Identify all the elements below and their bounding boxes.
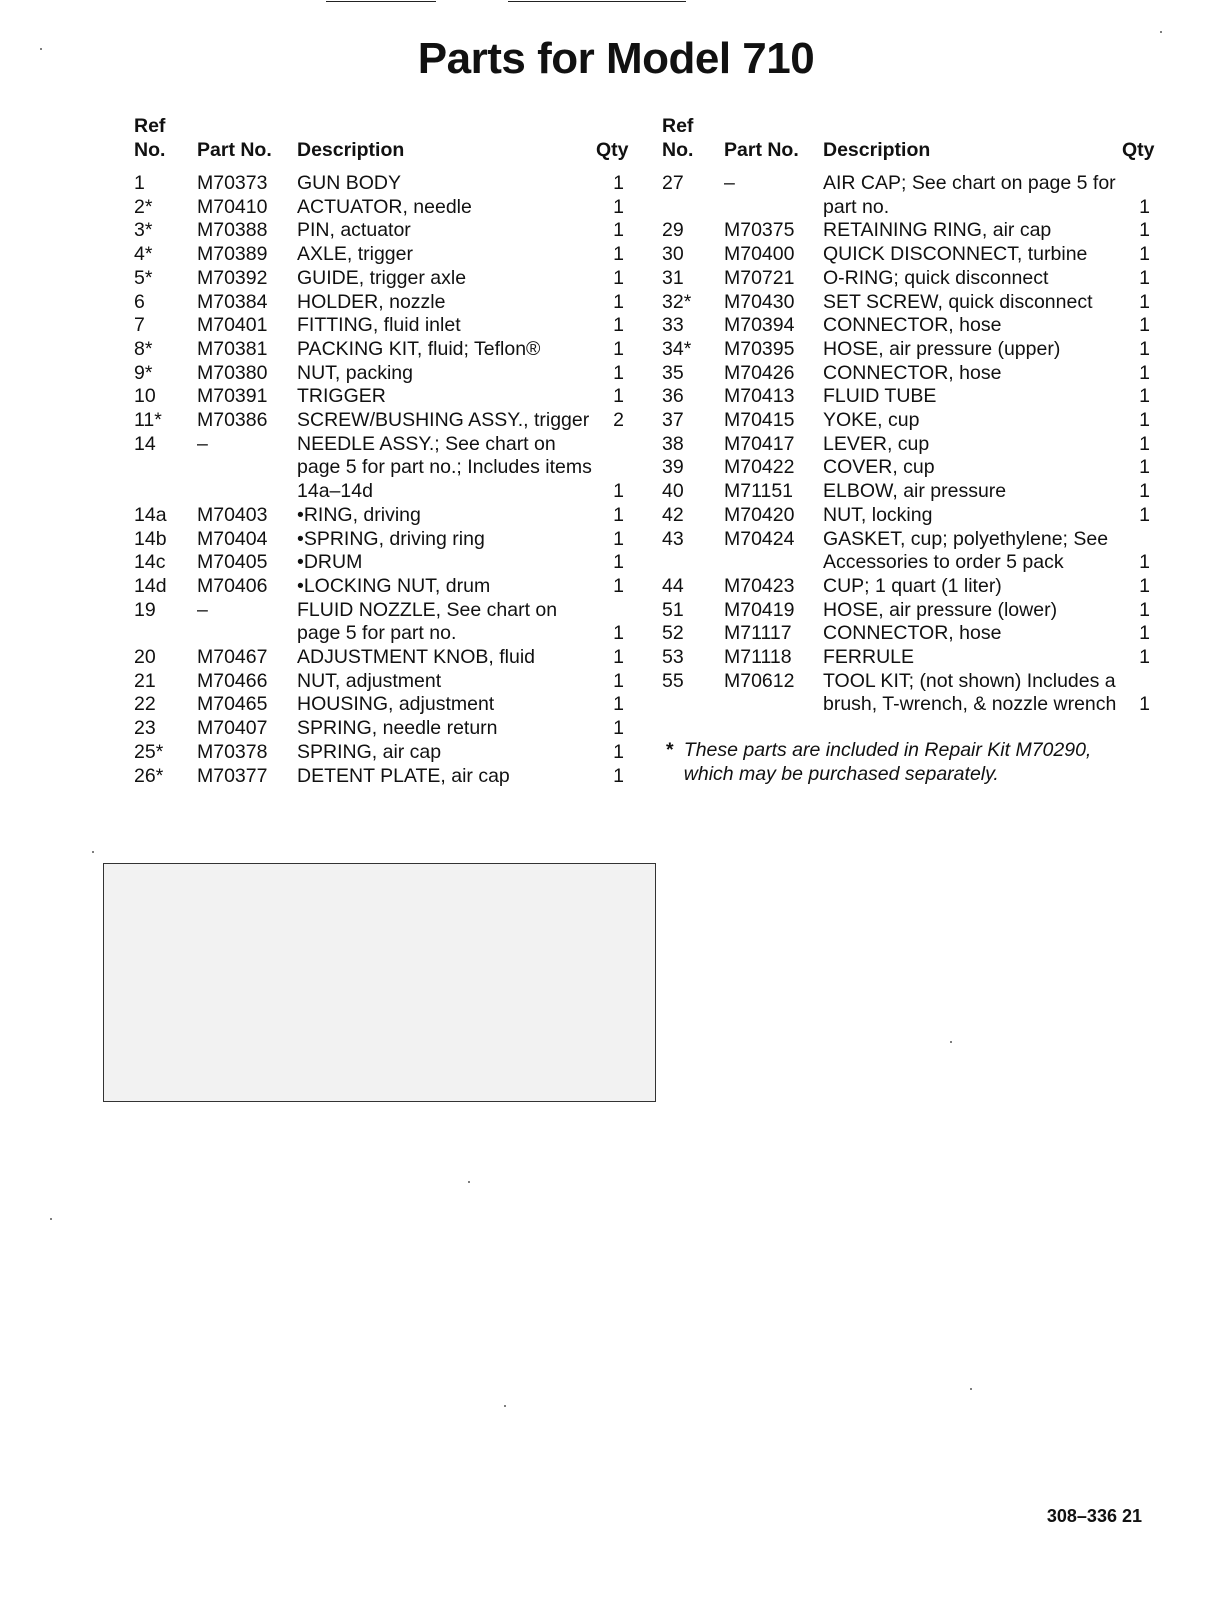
part-number: M70423 [724,574,795,597]
ref-number: 7 [134,314,145,337]
part-qty: 1 [1139,574,1150,597]
part-description: ELBOW, air pressure [823,480,1007,503]
part-qty: 1 [1139,456,1150,479]
table-row [134,385,624,409]
part-qty: 1 [613,361,624,384]
part-qty: 1 [1139,409,1150,432]
part-number: M70404 [197,527,268,550]
part-number: M70380 [197,361,268,384]
part-description: NUT, locking [823,503,933,526]
table-row [134,196,624,220]
ref-number: 8* [134,337,153,360]
part-qty: 1 [1139,622,1150,645]
ref-number: 14a [134,503,167,526]
ref-number: 23 [134,717,156,740]
ref-number: 4* [134,243,153,266]
table-row [134,670,624,694]
part-description: RETAINING RING, air cap [823,219,1052,242]
part-number: M70426 [724,361,795,384]
part-qty: 1 [1139,693,1150,716]
part-number: M70386 [197,409,268,432]
part-description: PIN, actuator [297,219,411,242]
table-row [662,314,1150,338]
ref-number: 33 [662,314,684,337]
part-qty: 1 [613,219,624,242]
part-qty: 1 [613,314,624,337]
part-number: M70401 [197,314,268,337]
ref-number: 22 [134,693,156,716]
part-number: M70388 [197,219,268,242]
part-qty: 1 [1139,219,1150,242]
part-description: ACTUATOR, needle [297,195,472,218]
header-qty: Qty [1122,139,1155,161]
part-number: M70419 [724,598,795,621]
part-qty: 1 [1139,337,1150,360]
part-description: TRIGGER [297,385,386,408]
part-qty: 1 [613,669,624,692]
part-description: NUT, packing [297,361,413,384]
ref-number: 51 [662,598,684,621]
table-row [134,267,624,291]
table-row [662,219,1150,243]
part-description: •LOCKING NUT, drum [297,574,491,597]
part-description: SPRING, air cap [297,740,442,763]
parts-rows [662,172,1150,717]
part-number: M70417 [724,432,795,455]
table-row [134,599,624,646]
part-number: – [197,598,208,621]
header-part-no: Part No. [197,139,272,161]
table-row [134,741,624,765]
part-number: M70384 [197,290,268,313]
part-number: M70394 [724,314,795,337]
part-description: AXLE, trigger [297,243,413,266]
ref-number: 3* [134,219,153,242]
table-row [134,575,624,599]
part-number: M70413 [724,385,795,408]
part-qty: 1 [613,622,624,645]
header-no: No. [134,139,166,161]
part-qty: 1 [613,717,624,740]
ref-number: 21 [134,669,156,692]
part-qty: 1 [613,290,624,313]
part-number: M70467 [197,646,268,669]
part-number: – [197,432,208,455]
ref-number: 1 [134,172,145,194]
table-header [662,110,1155,162]
ref-number: 27 [662,172,684,194]
ref-number: 14b [134,527,167,550]
header-ref: Ref [134,115,166,137]
part-number: M70422 [724,456,795,479]
part-number: M70612 [724,669,795,692]
table-row [134,243,624,267]
part-number: M70377 [197,764,268,787]
header-part-no: Part No. [724,139,799,161]
table-row [662,409,1150,433]
footnote-symbol: * [666,739,674,761]
part-number: M71118 [724,646,792,669]
header-ref: Ref [662,115,694,137]
part-description: AIR CAP; See chart on page 5 for part no. [823,172,1116,218]
part-number: M70381 [197,337,268,360]
ref-number: 14d [134,574,167,597]
table-row [134,362,624,386]
part-description: •DRUM [297,551,363,574]
table-row [662,504,1150,528]
ref-number: 37 [662,409,684,432]
ref-number: 19 [134,598,156,621]
part-number: M70420 [724,503,795,526]
table-row [134,717,624,741]
part-description: ADJUSTMENT KNOB, fluid [297,646,536,669]
part-description: CUP; 1 quart (1 liter) [823,574,1002,597]
part-qty: 1 [613,503,624,526]
part-description: FITTING, fluid inlet [297,314,461,337]
part-qty: 1 [613,337,624,360]
part-qty: 1 [613,646,624,669]
part-number: M70405 [197,551,268,574]
table-row [662,267,1150,291]
table-row [134,504,624,528]
part-qty: 1 [1139,243,1150,266]
table-row [662,338,1150,362]
ref-number: 39 [662,456,684,479]
header-description: Description [823,139,931,161]
ref-number: 55 [662,669,684,692]
part-number: M70430 [724,290,795,313]
ref-number: 52 [662,622,684,645]
part-qty: 1 [1139,646,1150,669]
part-description: TOOL KIT; (not shown) Includes a brush, T-wrench, & nozzle wrench [823,669,1117,716]
table-row [662,480,1150,504]
part-number: M71151 [724,480,794,503]
part-number: M70392 [197,266,268,289]
table-row [134,338,624,362]
part-qty: 1 [613,172,624,194]
table-row [134,551,624,575]
part-number: M70466 [197,669,268,692]
part-description: CONNECTOR, hose [823,314,1002,337]
table-header [134,110,629,162]
scan-speck [40,48,42,50]
table-row [662,456,1150,480]
header-description: Description [297,139,405,161]
part-description: SPRING, needle return [297,717,498,740]
table-row [662,670,1150,717]
ref-number: 32* [662,290,692,313]
table-row [662,622,1150,646]
table-row [134,219,624,243]
part-description: YOKE, cup [823,409,920,432]
table-row [662,385,1150,409]
part-qty: 1 [613,480,624,503]
table-row [662,528,1150,575]
part-description: SET SCREW, quick disconnect [823,290,1093,313]
ref-number: 9* [134,361,153,384]
ref-number: 34* [662,337,692,360]
ref-number: 14 [134,432,156,455]
table-row [662,575,1150,599]
part-qty: 1 [613,693,624,716]
table-row [662,172,1150,219]
ref-number: 30 [662,243,684,266]
table-row [662,362,1150,386]
table-row [134,528,624,552]
table-row [662,646,1150,670]
part-description: NUT, adjustment [297,669,442,692]
part-qty: 2 [613,409,624,432]
part-description: LEVER, cup [823,432,930,455]
table-row [662,599,1150,623]
part-qty: 1 [1139,290,1150,313]
part-number: M70407 [197,717,268,740]
part-qty: 1 [1139,551,1150,574]
scan-speck [504,1405,506,1407]
ref-number: 25* [134,740,164,763]
part-description: HOSE, air pressure (lower) [823,598,1058,621]
ref-number: 5* [134,266,153,289]
part-qty: 1 [613,266,624,289]
ref-number: 2* [134,195,153,218]
top-rule-right [508,1,686,2]
part-description: •RING, driving [297,503,421,526]
parts-table-right [662,110,1155,717]
ref-number: 11* [134,409,162,432]
ref-number: 31 [662,266,684,289]
part-qty: 1 [1139,385,1150,408]
ref-number: 14c [134,551,166,574]
part-qty: 1 [1139,503,1150,526]
part-description: CONNECTOR, hose [823,361,1002,384]
part-description: DETENT PLATE, air cap [297,764,510,787]
ref-number: 44 [662,574,684,597]
part-qty: 1 [613,574,624,597]
ref-number: 36 [662,385,684,408]
part-number: M70410 [197,195,268,218]
part-number: M70391 [197,385,268,408]
part-number: M70400 [724,243,795,266]
part-description: HOSE, air pressure (upper) [823,337,1061,360]
part-number: M70721 [724,266,795,289]
ref-number: 10 [134,385,156,408]
header-qty: Qty [596,139,629,161]
part-qty: 1 [613,385,624,408]
scan-speck [1160,31,1162,33]
scan-speck [970,1388,972,1390]
part-qty: 1 [613,527,624,550]
part-number: M70373 [197,172,268,194]
scan-speck [950,1041,952,1043]
part-qty: 1 [613,740,624,763]
part-qty: 1 [613,551,624,574]
table-row [134,314,624,338]
page-title: Parts for Model 710 [417,34,815,83]
scan-speck [92,851,94,853]
ref-number: 42 [662,503,684,526]
ref-number: 20 [134,646,156,669]
part-description: QUICK DISCONNECT, turbine [823,243,1088,266]
part-description: HOUSING, adjustment [297,693,495,716]
parts-rows [134,172,624,788]
part-number: M70415 [724,409,795,432]
part-number: M70403 [197,503,268,526]
repair-kit-footnote [666,738,1146,786]
table-row [134,291,624,315]
part-description: PACKING KIT, fluid; Teflon® [297,337,541,360]
ref-number: 6 [134,290,145,313]
ref-number: 53 [662,646,684,669]
part-description: GASKET, cup; polyethylene; See Accessories to order 5 pack [823,527,1109,574]
table-row [662,291,1150,315]
part-number: M70378 [197,740,268,763]
table-row [134,693,624,717]
top-rule-left [326,1,436,2]
part-description: GUIDE, trigger axle [297,266,467,289]
part-qty: 1 [1139,598,1150,621]
part-qty: 1 [613,243,624,266]
scan-speck [468,1181,470,1183]
part-description: HOLDER, nozzle [297,290,446,313]
table-row [134,646,624,670]
table-row [134,765,624,789]
part-description: GUN BODY [297,172,402,194]
part-qty: 1 [1139,432,1150,455]
ref-number: 26* [134,764,164,787]
part-number: M70424 [724,527,795,550]
ref-number: 40 [662,480,684,503]
part-number: M70395 [724,337,795,360]
ref-number: 43 [662,527,684,550]
part-qty: 1 [1139,195,1150,218]
part-description: SCREW/BUSHING ASSY., trigger [297,409,590,432]
blank-gray-panel [103,863,656,1102]
ref-number: 35 [662,361,684,384]
part-description: FLUID TUBE [823,385,937,408]
table-row [134,409,624,433]
table-row [134,433,624,504]
scan-speck [50,1218,52,1220]
table-row [662,243,1150,267]
part-number: M70375 [724,219,795,242]
part-number: M70389 [197,243,268,266]
part-description: COVER, cup [823,456,935,479]
part-qty: 1 [613,764,624,787]
part-description: •SPRING, driving ring [297,527,485,550]
part-number: – [724,172,735,194]
footnote-text: These parts are included in Repair Kit M70290, which may be purchased separately. [683,739,1092,785]
ref-number: 29 [662,219,684,242]
ref-number: 38 [662,432,684,455]
part-description: NEEDLE ASSY.; See chart on page 5 for part no.; Includes items 14a–14d [297,432,592,503]
part-description: CONNECTOR, hose [823,622,1002,645]
part-qty: 1 [1139,361,1150,384]
parts-table-left [134,110,629,788]
part-number: M71117 [724,622,792,645]
part-description: O-RING; quick disconnect [823,266,1049,289]
part-qty: 1 [1139,266,1150,289]
part-qty: 1 [1139,314,1150,337]
part-qty: 1 [1139,480,1150,503]
part-number: M70406 [197,574,268,597]
part-description: FLUID NOZZLE, See chart on page 5 for part no. [297,598,558,645]
table-row [134,172,624,196]
table-row [662,433,1150,457]
header-no: No. [662,139,694,161]
page-number: 308–336 21 [1046,1506,1142,1526]
part-qty: 1 [613,195,624,218]
part-description: FERRULE [823,646,915,669]
part-number: M70465 [197,693,268,716]
